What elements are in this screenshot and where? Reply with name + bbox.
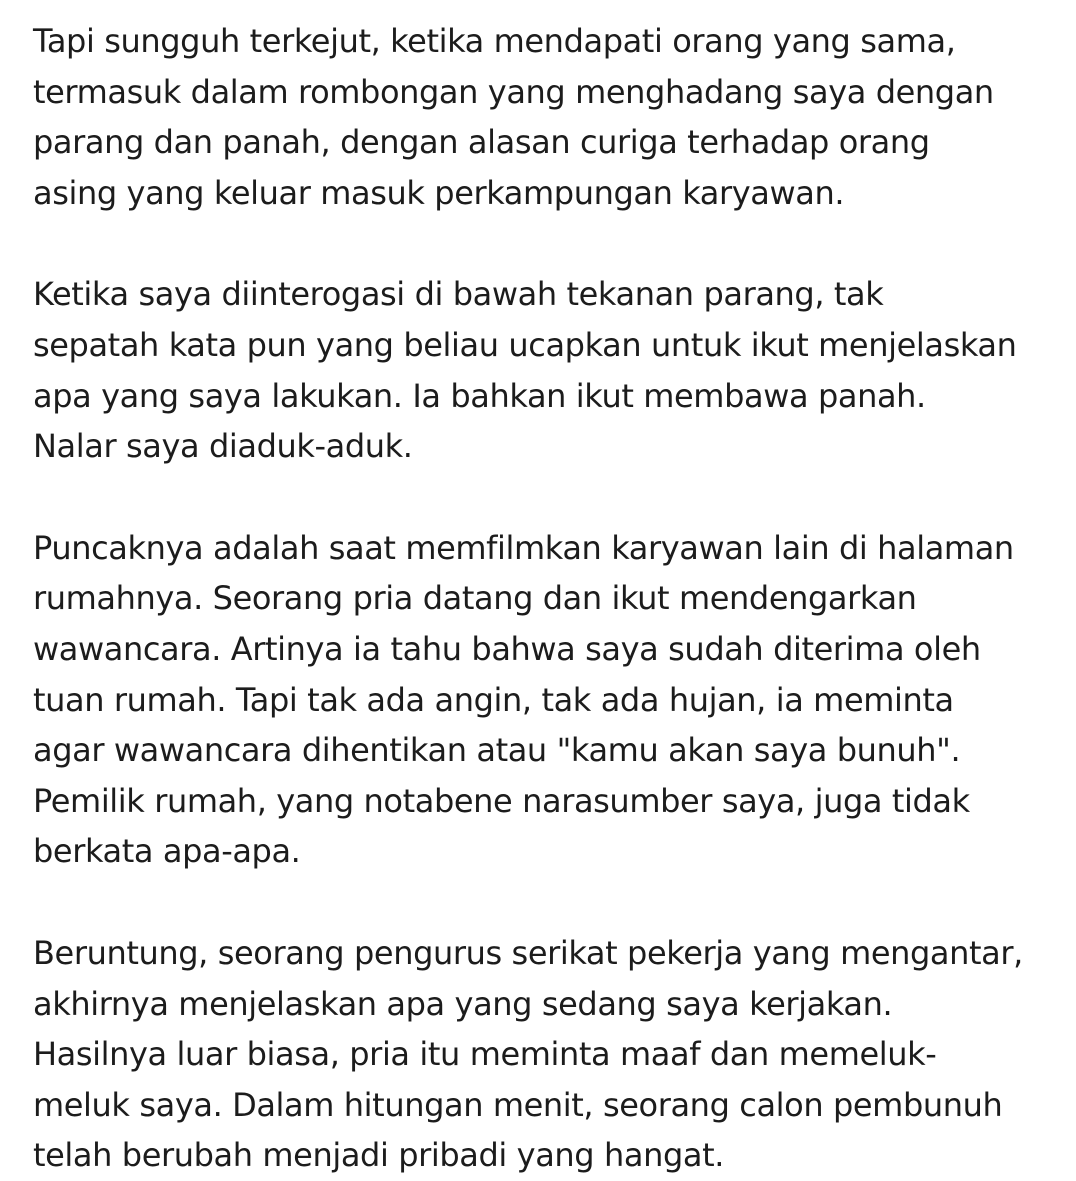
paragraph-4 <box>33 928 1063 1181</box>
text-line: Puncaknya adalah saat memfilmkan karyawan lain di halaman <box>33 528 1014 567</box>
text-line: agar wawancara dihentikan atau "kamu akan saya bunuh". <box>33 731 961 770</box>
text-line: akhirnya menjelaskan apa yang sedang saya kerjakan. <box>33 984 893 1023</box>
text-line: Pemilik rumah, yang notabene narasumber saya, juga tidak <box>33 781 970 820</box>
text-line: asing yang keluar masuk perkampungan karyawan. <box>33 173 845 212</box>
text-line: Hasilnya luar biasa, pria itu meminta maaf dan memeluk- <box>33 1035 937 1074</box>
text-line: sepatah kata pun yang beliau ucapkan untuk ikut menjelaskan <box>33 325 1017 364</box>
paragraph-2 <box>33 269 1063 471</box>
text-line: Beruntung, seorang pengurus serikat pekerja yang mengantar, <box>33 933 1023 972</box>
text-line: berkata apa-apa. <box>33 832 301 871</box>
article-text <box>33 16 1063 1181</box>
text-line: apa yang saya lakukan. Ia bahkan ikut membawa panah. <box>33 376 926 415</box>
text-line: termasuk dalam rombongan yang menghadang saya dengan <box>33 72 994 111</box>
text-line: parang dan panah, dengan alasan curiga terhadap orang <box>33 123 930 162</box>
text-line: Tapi sungguh terkejut, ketika mendapati orang yang sama, <box>33 22 956 60</box>
text-line: telah berubah menjadi pribadi yang hangat. <box>33 1136 724 1175</box>
paragraph-3 <box>33 523 1063 877</box>
text-line: meluk saya. Dalam hitungan menit, seorang calon pembunuh <box>33 1085 1003 1124</box>
text-line: wawancara. Artinya ia tahu bahwa saya sudah diterima oleh <box>33 629 981 668</box>
text-line: Nalar saya diaduk-aduk. <box>33 427 413 466</box>
text-line: rumahnya. Seorang pria datang dan ikut mendengarkan <box>33 579 917 618</box>
text-line: Ketika saya diinterogasi di bawah tekanan parang, tak <box>33 275 884 314</box>
paragraph-1 <box>33 16 1063 218</box>
text-line: tuan rumah. Tapi tak ada angin, tak ada hujan, ia meminta <box>33 680 954 719</box>
